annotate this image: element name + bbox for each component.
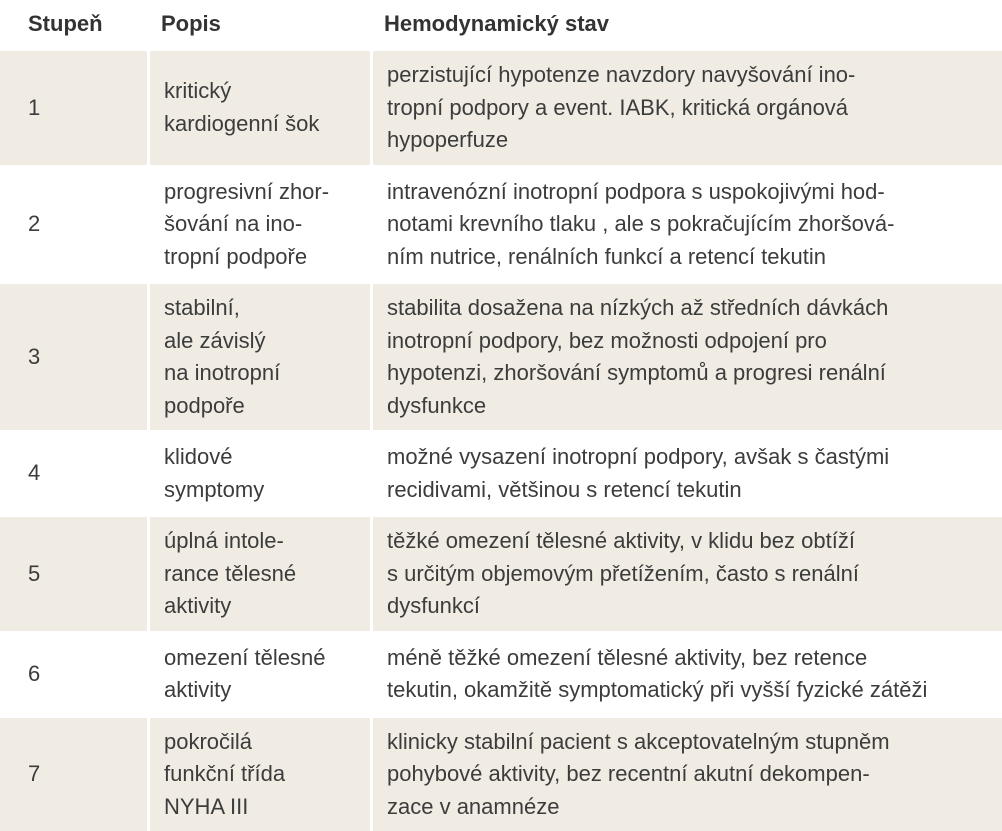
table-row bbox=[0, 430, 1002, 514]
hemodynamic-state-line: těžké omezení tělesné aktivity, v klidu bez obtíží bbox=[387, 525, 982, 558]
header-hemodynamicky-stav: Hemodynamický stav bbox=[370, 0, 1002, 48]
description-line: pokročilá bbox=[164, 726, 370, 759]
description-line: kritický bbox=[164, 75, 370, 108]
hemodynamic-state-line: notami krevního tlaku , ale s pokračujícím zhoršová- bbox=[387, 208, 982, 241]
hemodynamic-state-line: s určitým objemovým přetížením, často s renální bbox=[387, 558, 982, 591]
description-line: stabilní, bbox=[164, 292, 370, 325]
header-stupen: Stupeň bbox=[0, 0, 147, 48]
grade-cell: 2 bbox=[0, 165, 147, 282]
hemodynamic-state-cell bbox=[370, 631, 1002, 715]
hemodynamic-state-line: perzistující hypotenze navzdory navyšování ino- bbox=[387, 59, 982, 92]
table-row bbox=[0, 715, 1002, 831]
hemodynamic-state-line: pohybové aktivity, bez recentní akutní dekompen- bbox=[387, 758, 982, 791]
grade-cell: 7 bbox=[0, 715, 147, 831]
table-row bbox=[0, 281, 1002, 430]
hemodynamic-state-line: hypoperfuze bbox=[387, 124, 982, 157]
description-cell bbox=[147, 430, 370, 514]
hemodynamic-state-line: tekutin, okamžitě symptomatický při vyšší fyzické zátěži bbox=[387, 674, 982, 707]
description-line: kardiogenní šok bbox=[164, 108, 370, 141]
hemodynamic-state-cell bbox=[370, 281, 1002, 430]
description-line: klidové bbox=[164, 441, 370, 474]
hemodynamic-state-cell bbox=[370, 48, 1002, 165]
hemodynamic-state-line: tropní podpory a event. IABK, kritická orgánová bbox=[387, 92, 982, 125]
hemodynamic-state-line: dysfunkce bbox=[387, 390, 982, 423]
description-cell bbox=[147, 715, 370, 831]
table-row bbox=[0, 48, 1002, 165]
table-body bbox=[0, 48, 1002, 831]
hemodynamic-state-cell bbox=[370, 514, 1002, 631]
hemodynamic-state-line: méně těžké omezení tělesné aktivity, bez retence bbox=[387, 642, 982, 675]
description-line: ale závislý bbox=[164, 325, 370, 358]
table-row bbox=[0, 165, 1002, 282]
description-line: úplná intole- bbox=[164, 525, 370, 558]
header-popis: Popis bbox=[147, 0, 370, 48]
grade-cell: 3 bbox=[0, 281, 147, 430]
table-header-row bbox=[0, 0, 1002, 48]
description-line: omezení tělesné bbox=[164, 642, 370, 675]
grade-cell: 5 bbox=[0, 514, 147, 631]
description-line: podpoře bbox=[164, 390, 370, 423]
hemodynamic-state-line: inotropní podpory, bez možnosti odpojení pro bbox=[387, 325, 982, 358]
description-line: rance tělesné bbox=[164, 558, 370, 591]
hemodynamic-state-line: možné vysazení inotropní podpory, avšak s častými bbox=[387, 441, 982, 474]
hemodynamic-state-cell bbox=[370, 165, 1002, 282]
description-line: tropní podpoře bbox=[164, 241, 370, 274]
description-line: šování na ino- bbox=[164, 208, 370, 241]
description-line: NYHA III bbox=[164, 791, 370, 824]
description-line: aktivity bbox=[164, 674, 370, 707]
description-line: aktivity bbox=[164, 590, 370, 623]
grade-cell: 6 bbox=[0, 631, 147, 715]
grade-cell: 4 bbox=[0, 430, 147, 514]
hemodynamic-state-cell bbox=[370, 715, 1002, 831]
description-line: funkční třída bbox=[164, 758, 370, 791]
table-row bbox=[0, 631, 1002, 715]
hemodynamic-state-line: stabilita dosažena na nízkých až středních dávkách bbox=[387, 292, 982, 325]
table-row bbox=[0, 514, 1002, 631]
grade-cell: 1 bbox=[0, 48, 147, 165]
description-cell bbox=[147, 281, 370, 430]
hemodynamic-state-line: zace v anamnéze bbox=[387, 791, 982, 824]
description-cell bbox=[147, 631, 370, 715]
hemodynamic-state-line: intravenózní inotropní podpora s uspokojivými hod- bbox=[387, 176, 982, 209]
hemodynamic-state-line: dysfunkcí bbox=[387, 590, 982, 623]
hemodynamic-state-line: hypotenzi, zhoršování symptomů a progresi renální bbox=[387, 357, 982, 390]
description-cell bbox=[147, 165, 370, 282]
description-line: progresivní zhor- bbox=[164, 176, 370, 209]
hemodynamic-state-line: recidivami, většinou s retencí tekutin bbox=[387, 474, 982, 507]
description-cell bbox=[147, 514, 370, 631]
description-line: symptomy bbox=[164, 474, 370, 507]
hemodynamic-state-cell bbox=[370, 430, 1002, 514]
description-cell bbox=[147, 48, 370, 165]
hemodynamic-state-line: ním nutrice, renálních funkcí a retencí tekutin bbox=[387, 241, 982, 274]
description-line: na inotropní bbox=[164, 357, 370, 390]
hemodynamic-state-line: klinicky stabilní pacient s akceptovatelným stupněm bbox=[387, 726, 982, 759]
